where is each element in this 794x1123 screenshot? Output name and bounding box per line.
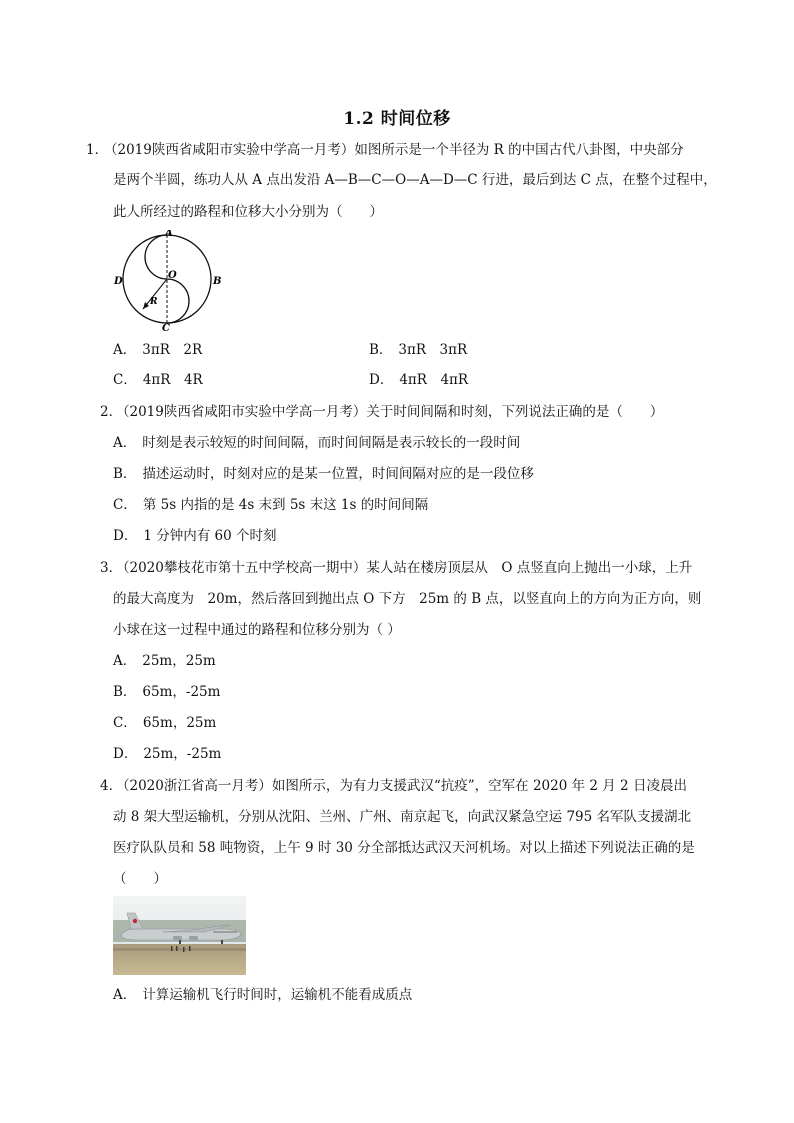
q2-number: 2． xyxy=(100,404,123,420)
q4-number: 4． xyxy=(100,778,123,794)
q2-option-b[interactable]: B． 描述运动时，时刻对应的是某一位置，时间间隔对应的是一段位移 xyxy=(113,466,534,482)
q3-option-b[interactable]: B． 65m，-25m xyxy=(113,684,221,700)
q1-number: 1． xyxy=(86,142,109,158)
q1-line-3: 此人所经过的路程和位移大小分别为（ ） xyxy=(113,204,383,220)
q1-option-c[interactable]: C． 4πR 4R xyxy=(113,372,203,388)
q1-option-a[interactable]: A． 3πR 2R xyxy=(113,342,203,358)
q3-number: 3． xyxy=(100,560,123,576)
label-A: A xyxy=(165,230,173,239)
q3-line-3: 小球在这一过程中通过的路程和位移分别为（ ） xyxy=(113,622,401,638)
label-R: R xyxy=(150,297,158,307)
label-O: O xyxy=(168,270,177,281)
q3-line-1: （2020攀枝花市第十五中学校高一期中）某人站在楼房顶层从 O 点竖直向上抛出一小球，上升 xyxy=(116,560,693,576)
q1-line-2: 是两个半圆，练功人从 A 点出发沿 A—B—C—O—A—D—C 行进，最后到达 C 点，在整个过程中， xyxy=(113,172,717,188)
q1-option-d[interactable]: D． 4πR 4πR xyxy=(369,372,469,388)
q2-option-c[interactable]: C． 第 5s 内指的是 4s 末到 5s 末这 1s 的时间间隔 xyxy=(113,497,429,513)
label-B: B xyxy=(213,276,222,287)
q3-line-2: 的最大高度为 20m，然后落回到抛出点 O 下方 25m 的 B 点，以竖直向上的方向为正方向，则 xyxy=(113,591,702,607)
q3-option-d[interactable]: D． 25m，-25m xyxy=(113,746,222,762)
label-D: D xyxy=(114,276,123,287)
q3-option-c[interactable]: C． 65m，25m xyxy=(113,715,217,731)
page-title: 1.2 时间位移 xyxy=(343,109,451,129)
q4-line-3: 医疗队队员和 58 吨物资，上午 9 时 30 分全部抵达武汉天河机场。对以上描述下列说法正确的是 xyxy=(113,840,695,856)
q1-option-b[interactable]: B． 3πR 3πR xyxy=(369,342,468,358)
q4-line-2: 动 8 架大型运输机，分别从沈阳、兰州、广州、南京起飞，向武汉紧急空运 795 名军队支援湖北 xyxy=(113,809,692,825)
q4-option-a[interactable]: A． 计算运输机飞行时间时，运输机不能看成质点 xyxy=(113,987,413,1003)
q2-option-a[interactable]: A． 时刻是表示较短的时间间隔，而时间间隔是表示较长的一段时间 xyxy=(113,435,521,451)
plane-image xyxy=(113,896,246,975)
q1-line-1: （2019陕西省咸阳市实验中学高一月考）如图所示是一个半径为 R 的中国古代八卦图，中央部分 xyxy=(104,142,684,158)
label-C: C xyxy=(162,323,170,334)
q2-line-1: （2019陕西省咸阳市实验中学高一月考）关于时间间隔和时刻，下列说法正确的是（ ） xyxy=(116,404,664,420)
q3-option-a[interactable]: A． 25m，25m xyxy=(113,653,216,669)
q2-option-d[interactable]: D． 1 分钟内有 60 个时刻 xyxy=(113,528,277,544)
q4-line-1: （2020浙江省高一月考）如图所示，为有力支援武汉“抗疫”，空军在 2020 年 2 月 2 日凌晨出 xyxy=(116,778,687,794)
transport-plane-photo xyxy=(113,896,246,975)
bagua-diagram xyxy=(110,230,230,336)
q4-line-4: （ ） xyxy=(113,871,167,887)
